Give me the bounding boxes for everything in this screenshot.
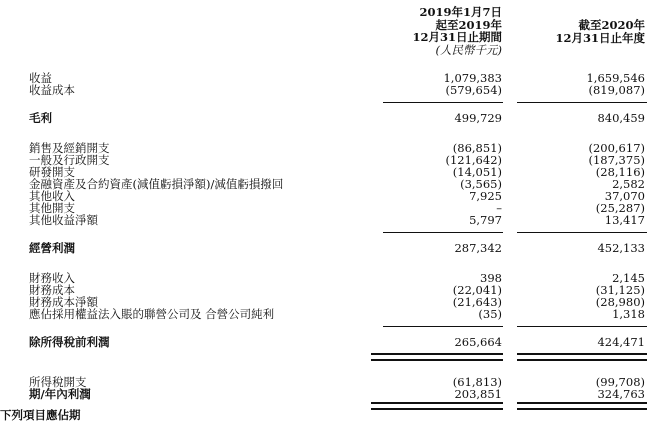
row-gross-profit	[0, 112, 652, 124]
row-other-gains-net	[0, 214, 652, 226]
column-header-year-2020	[555, 19, 645, 44]
value-2019: 499,729	[454, 111, 502, 125]
value-2019: (61,813)	[452, 375, 502, 389]
subtotal-rule-2020	[517, 326, 647, 327]
value-2019: (35)	[478, 307, 502, 321]
header-line: 截至2020年	[578, 18, 645, 32]
value-2020: (187,375)	[588, 153, 645, 167]
row-income-tax	[0, 376, 652, 388]
row-profit-before-tax	[0, 336, 652, 348]
row-label: 經營利潤	[29, 241, 75, 255]
value-2020: 1,659,546	[586, 71, 645, 85]
value-2019: (86,851)	[452, 141, 502, 155]
value-2020: 840,459	[597, 111, 645, 125]
value-2020: 452,133	[597, 241, 645, 255]
value-2019: 398	[480, 271, 502, 285]
row-cost-of-revenue	[0, 84, 652, 96]
value-2019: (14,051)	[452, 165, 502, 179]
row-impairment	[0, 178, 652, 190]
value-2020: (31,125)	[595, 283, 645, 297]
subtotal-rule-2019	[383, 326, 503, 327]
row-profit-for-period	[0, 388, 652, 400]
value-2020: 324,763	[597, 387, 645, 401]
row-finance-income	[0, 272, 652, 284]
subtotal-rule-2020	[517, 102, 647, 103]
row-label: 期/年內利潤	[29, 387, 91, 401]
value-2020: (28,116)	[595, 165, 645, 179]
value-2020: 424,471	[597, 335, 645, 349]
row-label: 其他收益淨額	[29, 213, 98, 227]
header-line: 12月31日止年度	[555, 30, 645, 45]
value-2019: (22,041)	[452, 283, 502, 297]
row-label: 收益成本	[29, 83, 75, 97]
row-label: 一般及行政開支	[29, 153, 110, 167]
double-rule-2019-top	[371, 402, 503, 404]
row-label: 其他收入	[29, 189, 75, 203]
double-rule-2020-bottom	[517, 408, 647, 410]
value-2020: 13,417	[604, 213, 645, 227]
row-revenue	[0, 72, 652, 84]
value-2020: 37,070	[604, 189, 645, 203]
header-line: 2019年1月7日	[419, 5, 502, 19]
header-line: 起至2019年	[435, 17, 502, 32]
row-label: 其他開支	[29, 201, 75, 215]
value-2019: 5,797	[469, 213, 502, 227]
value-2020: 1,318	[612, 307, 645, 321]
subtotal-rule-2019	[383, 232, 503, 233]
value-2020: 2,145	[612, 271, 645, 285]
value-2019: 287,342	[454, 241, 502, 255]
row-label: 應佔採用權益法入賬的聯營公司及 合營公司純利	[29, 307, 275, 321]
value-2020: 2,582	[612, 177, 645, 191]
double-rule-2019-bottom	[371, 408, 503, 410]
value-2020: (25,287)	[595, 201, 645, 215]
double-rule-2019-top	[371, 353, 503, 355]
double-rule-2020-top	[517, 402, 647, 404]
unit-label: (人民幣千元)	[435, 42, 502, 57]
row-label: 財務收入	[29, 271, 75, 285]
row-label: 除所得稅前利潤	[29, 335, 110, 349]
value-2019: 203,851	[454, 387, 502, 401]
row-admin-expenses	[0, 154, 652, 166]
value-2019: 7,925	[469, 189, 502, 203]
row-label: 銷售及經銷開支	[29, 141, 110, 155]
row-label: 毛利	[29, 111, 52, 125]
row-label: 收益	[29, 71, 52, 85]
double-rule-2020-top	[517, 353, 647, 355]
row-operating-profit	[0, 242, 652, 254]
row-label: 財務成本	[29, 283, 75, 297]
column-header-period-2019	[412, 6, 502, 56]
value-2019: 265,664	[454, 335, 502, 349]
value-2020: (200,617)	[588, 141, 645, 155]
row-label: 研發開支	[29, 165, 75, 179]
double-rule-2020-bottom	[517, 359, 647, 361]
value-2019: –	[496, 201, 502, 215]
value-2020: (99,708)	[595, 375, 645, 389]
value-2020: (28,980)	[595, 295, 645, 309]
value-2019: (121,642)	[445, 153, 502, 167]
row-label: 財務成本淨額	[29, 295, 98, 309]
row-other-income	[0, 190, 652, 202]
double-rule-2019-bottom	[371, 359, 503, 361]
row-share-of-associates	[0, 308, 652, 320]
value-2019: (579,654)	[445, 83, 502, 97]
row-label: 金融資產及合約資產(減值虧損淨額)/減值虧損撥回	[29, 177, 284, 191]
subtotal-rule-2019	[383, 102, 503, 103]
value-2019: 1,079,383	[443, 71, 502, 85]
value-2020: (819,087)	[588, 83, 645, 97]
section-heading-fragment: 下列項目應佔期	[0, 408, 81, 422]
value-2019: (21,643)	[452, 295, 502, 309]
value-2019: (3,565)	[460, 177, 502, 191]
header-line: 12月31日止期間	[412, 30, 502, 45]
subtotal-rule-2020	[517, 232, 647, 233]
row-label: 所得稅開支	[29, 375, 87, 389]
